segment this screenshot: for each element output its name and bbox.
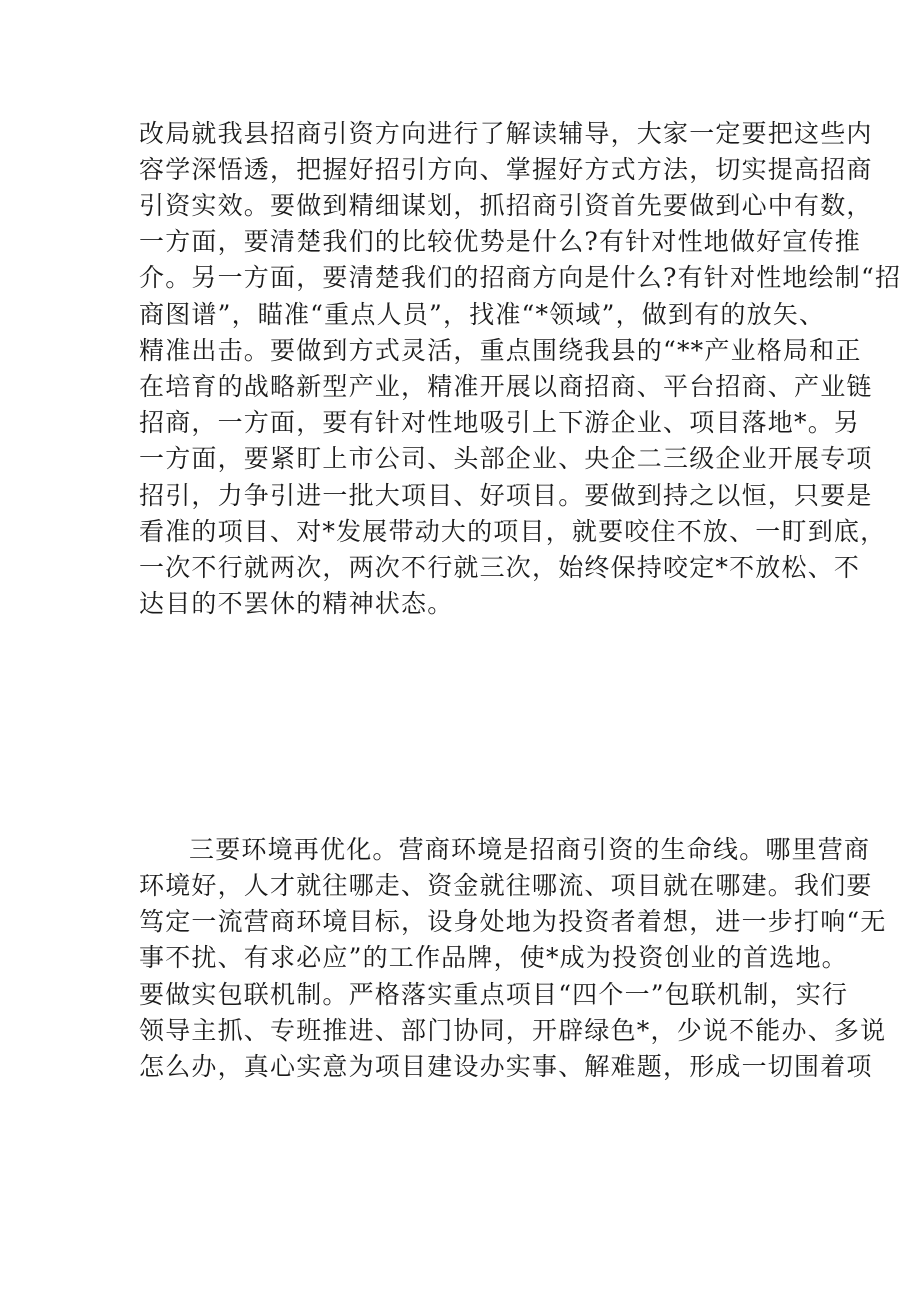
text-line: 看准的项目、对*发展带动大的项目，就要咬住不放、一盯到底， bbox=[139, 517, 887, 546]
text-line: 在培育的战略新型产业，精准开展以商招商、平台招商、产业链 bbox=[139, 372, 873, 401]
text-line: 改局就我县招商引资方向进行了解读辅导，大家一定要把这些内 bbox=[139, 119, 873, 148]
text-line: 容学深悟透，把握好招引方向、掌握好方式方法，切实提高招商 bbox=[139, 155, 873, 184]
text-line: 招引，力争引进一批大项目、好项目。要做到持之以恒，只要是 bbox=[139, 481, 873, 510]
text-line: 一方面，要紧盯上市公司、头部企业、央企二三级企业开展专项 bbox=[139, 444, 873, 473]
text-line: 领导主抓、专班推进、部门协同，开辟绿色*，少说不能办、多说 bbox=[139, 1016, 887, 1045]
text-line: 环境好，人才就往哪走、资金就往哪流、项目就在哪建。我们要 bbox=[139, 871, 873, 900]
text-line: 笃定一流营商环境目标，设身处地为投资者着想，进一步打响“无 bbox=[139, 907, 887, 936]
text-line: 商图谱”，瞄准“重点人员”，找准“*领域”，做到有的放矢、 bbox=[139, 300, 826, 329]
text-line: 精准出击。要做到方式灵活，重点围绕我县的“**产业格局和正 bbox=[139, 336, 862, 365]
text-line: 达目的不罢休的精神状态。 bbox=[139, 589, 454, 618]
text-line: 一次不行就两次，两次不行就三次，始终保持咬定*不放松、不 bbox=[139, 553, 861, 582]
text-line: 三要环境再优化。营商环境是招商引资的生命线。哪里营商 bbox=[189, 835, 871, 864]
text-line: 一方面，要清楚我们的比较优势是什么?有针对性地做好宣传推 bbox=[139, 227, 862, 256]
text-line: 怎么办，真心实意为项目建设办实事、解难题，形成一切围着项 bbox=[139, 1052, 873, 1081]
text-line: 要做实包联机制。严格落实重点项目“四个一”包联机制，实行 bbox=[139, 980, 849, 1009]
text-line: 招商，一方面，要有针对性地吸引上下游企业、项目落地*。另 bbox=[139, 408, 861, 437]
text-line: 引资实效。要做到精细谋划，抓招商引资首先要做到心中有数， bbox=[139, 191, 873, 220]
text-line: 介。另一方面，要清楚我们的招商方向是什么?有针对性地绘制“招 bbox=[139, 263, 902, 292]
text-line: 事不扰、有求必应”的工作品牌，使*成为投资创业的首选地。 bbox=[139, 943, 848, 972]
